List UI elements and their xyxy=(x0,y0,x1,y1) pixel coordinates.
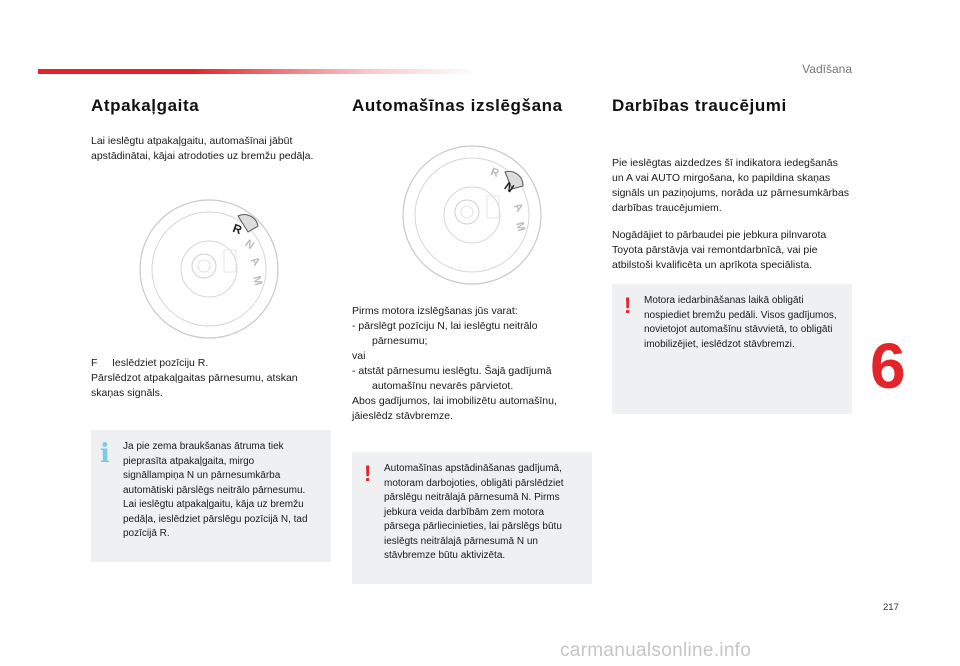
dial-letter-a: A xyxy=(510,200,526,215)
warning-note-text: Motora iedarbināšanas laikā obligāti nospiediet bremžu pedāli. Visos gadījumos, novietojot automašīnu stāvvietā, to obligāti imobilizējiet, ieslēdzot stāvbremzi. xyxy=(644,295,837,350)
stopping-line: - atstāt pārnesumu ieslēgtu. Šajā gadījumā xyxy=(352,365,552,377)
reverse-instructions xyxy=(91,356,331,401)
page-number: 217 xyxy=(883,602,899,613)
warning-note-text: Automašīnas apstādināšanas gadījumā, motoram darbojoties, obligāti pārslēdziet pārslēgu neitrālajā pārnesumā N. Pirms jebkura veida darbībām zem motora pārsega pārliecinieties, lai pārslēgs būtu ieslēgts neitrālajā pārnesumā N un stāvbremze būtu aktivizēta. xyxy=(384,463,564,561)
heading-malfunction: Darbības traucējumi xyxy=(612,96,787,115)
dial-letter-n: N xyxy=(242,237,257,253)
header-accent-bar xyxy=(38,69,478,74)
warning-icon: ! xyxy=(624,293,632,318)
dial-letter-a: A xyxy=(247,254,263,269)
reverse-step-text: Ieslēdziet pozīciju R. xyxy=(112,357,209,369)
warning-note-stopping xyxy=(352,452,592,584)
info-icon: i xyxy=(100,439,110,469)
stopping-instructions xyxy=(352,304,597,424)
warning-note-malfunction xyxy=(612,284,852,414)
stopping-line: pārnesumu; xyxy=(372,335,428,347)
stopping-line: automašīnu nevarēs pārvietot. xyxy=(372,380,514,392)
reverse-after: Pārslēdzot atpakaļgaitas pārnesumu, atskan skaņas signāls. xyxy=(91,372,298,399)
dial-letter-m: M xyxy=(513,220,528,233)
malfunction-p1: Pie ieslēgtas aizdedzes šī indikatora iedegšanās un A vai AUTO mirgošana, ko papildina skaņas signāls un paziņojums, norāda uz pārnesumkārbas darbības traucējumiem. xyxy=(612,157,849,214)
column-malfunction xyxy=(612,96,852,273)
column-stopping xyxy=(352,96,592,116)
section-title: Vadīšana xyxy=(802,62,852,76)
stopping-line: Pirms motora izslēgšanas jūs varat: xyxy=(352,305,518,317)
column-reverse xyxy=(91,96,331,164)
reverse-step xyxy=(91,356,331,371)
step-bullet: F xyxy=(91,357,98,369)
watermark: carmanualsonline.info xyxy=(560,640,752,661)
gear-selector-dial-neutral xyxy=(401,144,543,286)
info-note-reverse xyxy=(91,430,331,562)
reverse-intro: Lai ieslēgtu atpakaļgaitu, automašīnai jābūt apstādinātai, kājai atrodoties uz bremžu pedāļa. xyxy=(91,135,314,162)
dial-letter-m: M xyxy=(250,274,265,287)
dial-letter-r: R xyxy=(488,165,501,180)
stopping-line: - pārslēgt pozīciju N, lai ieslēgtu neitrālo xyxy=(352,320,538,332)
heading-stopping: Automašīnas izslēgšana xyxy=(352,96,563,115)
malfunction-p2: Nogādājiet to pārbaudei pie jebkura pilnvarota Toyota pārstāvja vai remontdarbnīcā, vai pie atbilstoši kvalificēta un aprīkota speciālista. xyxy=(612,229,827,271)
chapter-number: 6 xyxy=(870,330,906,402)
heading-reverse: Atpakaļgaita xyxy=(91,96,200,115)
dial-letter-r: R xyxy=(230,221,244,238)
stopping-line: Abos gadījumos, lai imobilizētu automašīnu, xyxy=(352,395,557,407)
warning-icon: ! xyxy=(364,461,372,486)
stopping-line: jāieslēdz stāvbremze. xyxy=(352,410,453,422)
gear-selector-dial-reverse xyxy=(138,198,280,340)
info-note-text: Ja pie zema braukšanas ātruma tiek pieprasīta atpakaļgaita, mirgo signāllampiņa N un pārnesumkārba automātiski pārslēgs neitrālo pārnesumu. Lai ieslēgtu atpakaļgaitu, kāja uz bremžu pedāļa, ieslēdziet pārslēgu pozīcijā N, tad pozīcijā R. xyxy=(123,441,308,539)
dial-letter-n: N xyxy=(501,178,517,196)
stopping-line: vai xyxy=(352,350,366,362)
